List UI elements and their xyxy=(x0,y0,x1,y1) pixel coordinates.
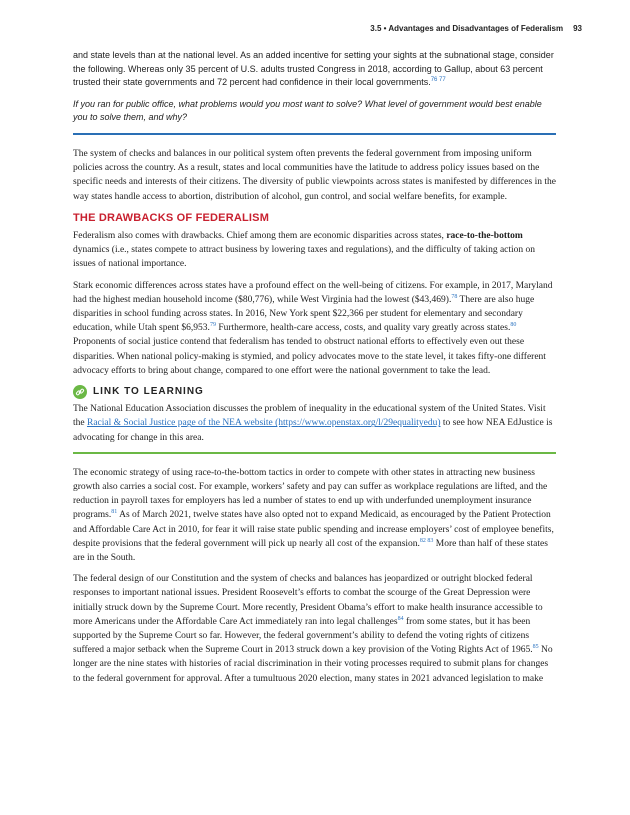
link-box-title: LINK TO LEARNING xyxy=(93,386,204,398)
link-to-learning-box xyxy=(73,385,556,445)
footnote-ref[interactable]: 81 xyxy=(111,509,118,516)
footnote-ref[interactable]: 84 xyxy=(397,615,404,622)
link-box-header xyxy=(73,385,556,399)
footnote-ref[interactable]: 76 77 xyxy=(430,77,446,84)
body-paragraph: Stark economic differences across states have a profound effect on the well-being of citizens. For example, in 2017, Maryland had the highest median household income ($80,776), while West Virginia had the lowest ($43,469).$^{78}$ There are also huge disparities in school funding across states. In 2016, New York spent $22,366 per student for elementary and secondary education, while Utah spent $6,953.79 Furthermore, health-care access, costs, and quality vary greatly across states.$^{80}$ Proponents of social justice contend that federalism has tended to obstruct national efforts to effectively even out these disparities. When national policy-making is stymied, and policy advocates move to the state level, it takes fifty-one different advocacy efforts to bring about change, compared to one effort were the national government to take the lead. xyxy=(73,280,553,376)
footnote-ref[interactable]: 80 xyxy=(510,322,517,329)
feature-box-continued xyxy=(73,49,556,125)
body-paragraph: Federalism also comes with drawbacks. Chief among them are economic disparities across states, race-to-the-bottom dynamics (i.e., states compete to attract business by lowering taxes and regulations), and the difficulty of taking action on issues of national importance. xyxy=(73,230,536,270)
running-header xyxy=(370,24,582,33)
page-number: 93 xyxy=(573,24,582,33)
nea-website-link[interactable]: Racial & Social Justice page of the NEA website (https://www.openstax.org/l/29equalityedu) xyxy=(86,418,441,429)
footnote-ref[interactable]: 82 83 xyxy=(419,537,434,544)
body-paragraph: The system of checks and balances in our political system often prevents the federal government from imposing uniform policies across the country. As a result, states and local communities have the latitude to address policy issues based on the specific needs and interests of their citizens. The diversity of public viewpoints across states is manifested by differences in the way states handle access to abortion, distribution of alcohol, gun control, and social welfare benefits, for example. xyxy=(73,148,556,202)
feature-box-paragraph xyxy=(73,49,556,90)
link-box-text: The National Education Association discusses the problem of inequality in the educational system of the United States. Visit the Racial & Social Justice page of the NEA website (https://www.openstax.org/l/29equalityedu) to see how NEA EdJustice is advocating for change in this area. xyxy=(73,404,553,443)
page-content xyxy=(73,49,556,693)
footnote-ref[interactable]: 79 xyxy=(209,322,216,329)
section-heading: THE DRAWBACKS OF FEDERALISM xyxy=(73,211,270,224)
footnote-ref[interactable]: 78 xyxy=(451,293,458,300)
feature-box-text: and state levels than at the national level. As an added incentive for setting your sights at the subnational stage, consider the following. Whereas only 35 percent of U.S. adults trusted Congress in 2018, according to Gallup, about 63 percent trusted their state governments and 72 percent had confidence in their local governments. xyxy=(73,50,554,88)
footnote-ref[interactable]: 85 xyxy=(532,644,539,651)
feature-box-bottom-rule xyxy=(73,133,556,135)
body-paragraph: The federal design of our Constitution and the system of checks and balances has jeopardized or outright blocked federal responses to important national issues. President Roosevelt’s efforts to combat the scourge of the Great Depression were initially struck down by the Supreme Court. More recently, President Obama’s effort to make health insurance accessible to more Americans under the Affordable Care Act immediately ran into legal challenges$^{84}$ from some states, but it has been supported by the Supreme Court so far. However, the federal government’s ability to defend the voting rights of citizens suffered a major setback when the Supreme Court in 2013 struck down a key provision of the Voting Rights Act of 1965.85 No longer are the nine states with histories of racial discrimination in their voting processes required to submit plans for changes to the federal government for approval. After a tumultuous 2020 election, many states in 2021 advanced legislation to make xyxy=(73,574,553,684)
key-term[interactable]: race-to-the-bottom xyxy=(446,230,523,241)
body-paragraph: The economic strategy of using race-to-the-bottom tactics in order to compete with other states in attracting new business growth also carries a social cost. For example, workers’ safety and pay can suffer as workplace regulations are lifted, and the reduction in payroll taxes for employers has led a number of states to end up with underfunded unemployment insurance programs.$^{81}$ As of March 2021, twelve states have also opted not to expand Medicaid, as encouraged by the Patient Protection and Affordable Care Act in 2010, for fear it will raise state public spending and increase employers’ cost of employee benefits, despite provisions that the federal government will pick up nearly all cost of the expansion.$^{82 83}$ More than half of these states are in the South. xyxy=(73,467,554,564)
feature-box-question: If you ran for public office, what problems would you most want to solve? What level of government would best enable you to solve them, and why? xyxy=(73,98,542,123)
link-icon xyxy=(73,385,87,399)
running-header-section: 3.5 • Advantages and Disadvantages of Federalism xyxy=(370,24,564,33)
link-box-bottom-rule xyxy=(73,452,556,454)
